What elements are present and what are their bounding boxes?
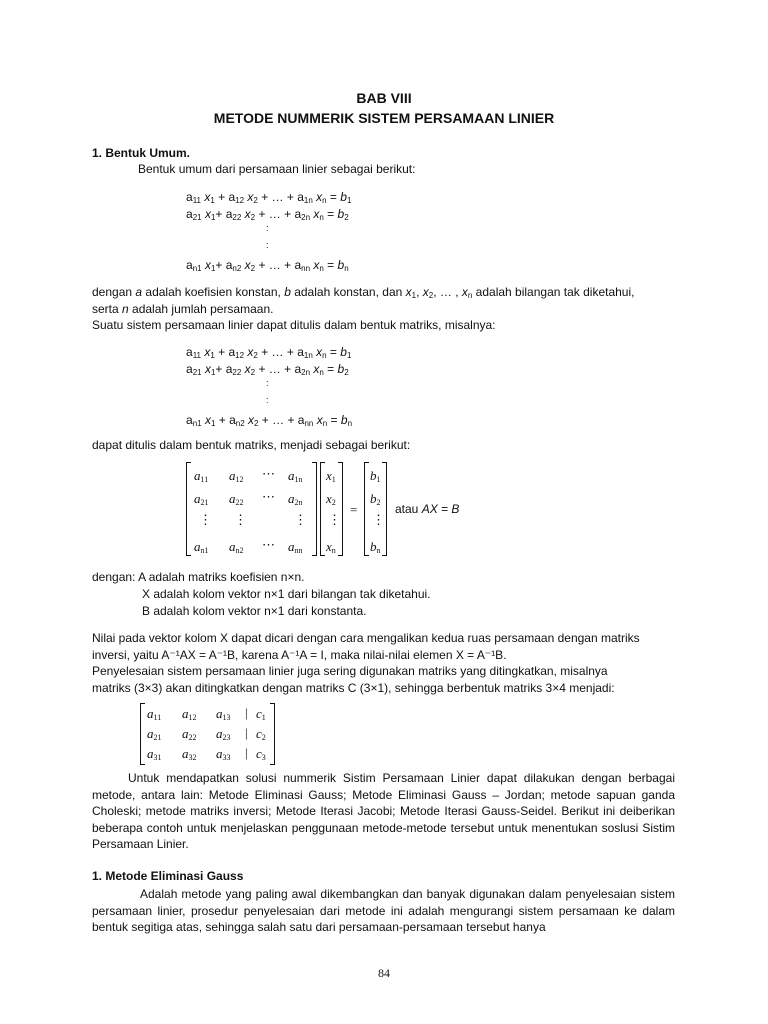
paragraph-eliminasi-gauss: Adalah metode yang paling awal dikembangkan dan banyak digunakan dalam penyelesaian sistem persamaan linier, prosedur penyelesaian dari metode ini adalah mengurangi sistem persamaan ke dalam bentuk segitiga atas, sehingga salah satu dari persamaan-persamaan tersebut hanya <box>92 887 675 934</box>
bracket-left <box>140 703 145 765</box>
definition-a: dengan: A adalah matriks koefisien n×n. <box>92 570 305 584</box>
text-line: Penyelesaian sistem persamaan linier juga sering digunakan matriks yang ditingkatkan, misalnya <box>92 664 608 678</box>
matrix-vdots: ⋮ <box>294 512 307 527</box>
chapter-title: METODE NUMMERIK SISTEM PERSAMAAN LINIER <box>213 110 555 126</box>
bracket-left <box>186 462 191 556</box>
matrix-cell: $a_{11}$ <box>147 706 162 722</box>
matrix-cell: $a_{n1}$ <box>194 539 209 555</box>
matrix-cell: $c_3$ <box>256 746 266 762</box>
matrix-separator: | <box>245 725 248 740</box>
text-line: matriks (3×3) akan ditingkatkan dengan matriks C (3×1), sehingga berbentuk matriks 3×4 menjadi: <box>92 680 615 695</box>
matrix-separator: | <box>245 745 248 760</box>
matrix-ellipsis: ⋯ <box>262 466 275 481</box>
matrix-cell: $a_{12}$ <box>182 706 197 722</box>
matrix-cell: $a_{nn}$ <box>288 539 303 555</box>
bracket-right <box>270 703 275 765</box>
vector-cell: $b_n$ <box>370 539 381 555</box>
matrix-ellipsis: ⋯ <box>262 537 275 552</box>
paragraph-metode-list: Untuk mendapatkan solusi nummerik Sistim Persamaan Linier dapat dilakukan dengan berbagai metode, antara lain: Metode Eliminasi Gauss; Metode Eliminasi Gauss – Jordan; metode sapuan ganda Choleski; metode matriks inversi; Metode Iterasi Jacobi; Metode Iterasi Gauss-Seidel. Berikut ini deiberikan beberapa contoh untuk menjelaskan penggunaan metode-metode tersebut untuk menentukan soslusi Sistim Persamaan Linier. <box>92 771 675 851</box>
equation-row: $a_{11}$ $x_1 + a_{12}$ $x_2$ + … + $a_{1n}$ $x_n = b_1$ <box>186 190 352 205</box>
equation-row: $a_{21}$ $x_1+ a_{22}$ $x_2$ + … + $a_{2n}$ $x_n = b_2$ <box>186 362 349 377</box>
matrix-intro-text: Suatu sistem persamaan linier dapat ditulis dalam bentuk matriks, misalnya: <box>92 318 496 332</box>
matrix-cell: $a_{33}$ <box>216 746 231 762</box>
matrix-cell: $a_{1n}$ <box>288 468 303 484</box>
bracket-right <box>338 462 343 556</box>
text-line: inversi, yaitu A⁻¹AX = A⁻¹B, karena A⁻¹A = I, maka nilai-nilai elemen X = A⁻¹B. <box>92 647 507 662</box>
intro-text: Bentuk umum dari persamaan linier sebagai berikut: <box>138 162 416 176</box>
equation-row: $a_{21}$ $x_1+ a_{22}$ $x_2$ + … + $a_{2n}$ $x_n = b_2$ <box>186 207 349 222</box>
matrix-vdots: ⋮ <box>199 512 212 527</box>
vector-cell: $b_1$ <box>370 468 381 484</box>
atau-label: atau AX = B <box>395 502 460 516</box>
matrix-cell: $a_{n2}$ <box>229 539 244 555</box>
equation-row: $a_{11}$ $x_1 + a_{12}$ $x_2$ + … + $a_{1n}$ $x_n = b_1$ <box>186 345 352 360</box>
paragraph-nilai <box>92 630 675 696</box>
matrix-cell: $a_{12}$ <box>229 468 244 484</box>
vector-cell: $x_2$ <box>326 491 336 507</box>
matrix-cell: $c_1$ <box>256 706 266 722</box>
equation-row: $a_{n1}$ $x_1 + a_{n2}$ $x_2$ + … + $a_{nn}$ $x_n = b_n$ <box>186 413 353 428</box>
matrix-cell: $a_{23}$ <box>216 726 231 742</box>
matrix-cell: $a_{21}$ <box>194 491 209 507</box>
bracket-right <box>312 462 317 556</box>
vertical-dots: : <box>266 378 269 388</box>
vector-cell: $x_1$ <box>326 468 336 484</box>
equals-sign: = <box>350 502 358 517</box>
matrix-ellipsis: ⋯ <box>262 489 275 504</box>
bracket-right <box>382 462 387 556</box>
definition-b: B adalah kolom vektor n×1 dari konstanta. <box>142 604 367 618</box>
vector-cell: $b_2$ <box>370 491 381 507</box>
matrix-cell: $a_{32}$ <box>182 746 197 762</box>
definition-x: X adalah kolom vektor n×1 dari bilangan tak diketahui. <box>142 587 431 601</box>
chapter-label: BAB VIII <box>356 90 412 106</box>
vertical-dots: : <box>266 223 269 233</box>
matrix-vdots: ⋮ <box>234 512 247 527</box>
matrix-cell: $a_{22}$ <box>229 491 244 507</box>
bracket-left <box>364 462 369 556</box>
matrix-cell: $a_{22}$ <box>182 726 197 742</box>
vector-cell: $x_n$ <box>326 539 336 555</box>
matrix-cell: $a_{21}$ <box>147 726 162 742</box>
matrix-separator: | <box>245 705 248 720</box>
text-line: Nilai pada vektor kolom X dapat dicari dengan cara mengalikan kedua ruas persamaan dengan matriks <box>92 631 640 645</box>
equation-row: $a_{n1}$ $x_1+ a_{n2}$ $x_2$ + … + $a_{nn}$ $x_n = b_n$ <box>186 258 349 273</box>
variable-description-line-2: serta n adalah jumlah persamaan. <box>92 302 274 316</box>
matrix-cell: $a_{13}$ <box>216 706 231 722</box>
vertical-dots: : <box>266 240 269 250</box>
page-number: 84 <box>378 966 390 980</box>
section-heading-bentuk-umum: 1. Bentuk Umum. <box>92 146 191 160</box>
vertical-dots: : <box>266 395 269 405</box>
vector-vdots: ⋮ <box>328 512 341 527</box>
matrix-cell: $a_{11}$ <box>194 468 209 484</box>
bracket-left <box>320 462 325 556</box>
matrix-cell: $a_{31}$ <box>147 746 162 762</box>
matrix-form-intro: dapat ditulis dalam bentuk matriks, menjadi sebagai berikut: <box>92 438 411 452</box>
section-heading-eliminasi-gauss: 1. Metode Eliminasi Gauss <box>92 869 244 883</box>
matrix-cell: $a_{2n}$ <box>288 491 303 507</box>
variable-description-line: dengan a adalah koefisien konstan, b adalah konstan, dan $x_1$, $x_2$, … , $x_n$ adalah bilangan tak diketahui, <box>92 285 635 300</box>
vector-vdots: ⋮ <box>372 512 385 527</box>
matrix-cell: $c_2$ <box>256 726 266 742</box>
